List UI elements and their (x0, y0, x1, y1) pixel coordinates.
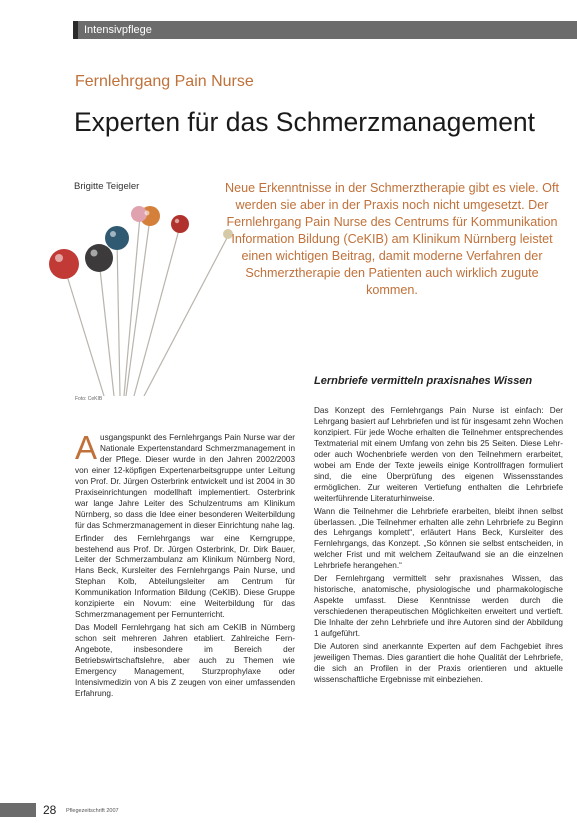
body-paragraph: Ausgangspunkt des Fernlehrgangs Pain Nurse war der Nationale Expertenstandard Schmerzmanagement in der Pflege. Dieser wurde in den Jahren 2002/2003 von einer 12-köpfigen Expertenarbeitsgruppe unter Leitung von Prof. Dr. Jürgen Osterbrink entwickelt und ist 2004 in 30 Praxiseinrichtungen modellhaft implementiert. Osterbrink war lange Jahre Leiter des Schulzentrums am Klinikum Nürnberg, so dass die Idee einer besonderen Weiterbildung für das Schmerzmanagement in dieser Einrichtung nahe lag. (75, 429, 295, 530)
drop-cap: A (75, 429, 98, 466)
pin-head-red-large (49, 249, 79, 279)
article-title: Experten für das Schmerzmanagement (74, 107, 536, 137)
body-paragraph: Der Fernlehrgang vermittelt sehr praxisnahes Wissen, das historische, anatomische, physiologische und pharmakologische Aspekte umfasst. Diese Kenntnisse werden durch die verschiedenen therapeutischen Möglichkeiten erweitert und vertieft. Die Inhalte der zehn Lehrbriefe und ihre Autoren sind der Abbildung 1 aufgeführt. (314, 574, 563, 639)
subheading: Lernbriefe vermitteln praxisnahes Wissen (314, 375, 533, 387)
photo-credit: Foto: CeKIB (75, 396, 103, 402)
body-paragraph: Erfinder des Fernlehrgangs war eine Kerngruppe, bestehend aus Prof. Dr. Jürgen Osterbrink, Dr. Dirk Bauer, Leiter der Schmerzambulanz am Klinikum Nürnberg Nord, Hans Beck, Kursleiter des Fernlehrgangs Pain Nurse, und Stephan Kolb, Abteilungsleiter am Centrum für Kommunikation Information Bildung (CeKIB). Diese Gruppe konzipierte ein Novum: eine Weiterbildung für das Schmerzmanagement per Fernunterricht. (75, 533, 295, 620)
page-number: 28 (43, 803, 57, 817)
body-paragraph: Das Konzept des Fernlehrgangs Pain Nurse ist einfach: Der Lehrgang basiert auf Lehrbriefen und ist für insgesamt zehn Wochen konzipiert. Für jede Woche erhalten die Teilnehmer entsprechendes Textmaterial mit einem Umfang von zehn bis 25 Seiten. Diese Lehr- oder auch Wochenbriefe werden von den Teilnehmern erarbeitet, wobei am Ende der Texte jeweils einige Kontrollfragen formuliert sind, die eine Überprüfung des eigenen Wissensstandes ermöglichen. Zur weiteren Vertiefung enthalten die Lehrbriefe weiterführende Literaturhinweise. (314, 406, 563, 503)
pin-head-teal (105, 226, 129, 250)
pin-head-red-small (171, 215, 189, 233)
pin-head-black (85, 244, 113, 272)
pin-shafts (64, 216, 228, 396)
body-paragraph: Das Modell Fernlehrgang hat sich am CeKIB in Nürnberg schon seit mehreren Jahren etabliert. Zahlreiche Fern-Angebote, insbesondere im Bereich der Betriebswirtschaftslehre, aber auch zu Themen wie Emergency Management, Sturzprophylaxe oder Intensivmedizin von A bis Z zeugen von einer umfassenden Erfahrung. (75, 623, 295, 698)
journal-name: Pflegezeitschrift 2007 (66, 808, 119, 814)
author-name: Brigitte Teigeler (74, 181, 140, 192)
article-kicker: Fernlehrgang Pain Nurse (75, 73, 254, 90)
pins-photo (44, 196, 244, 396)
right-column (314, 406, 563, 688)
left-column (75, 429, 295, 702)
lead-paragraph: Neue Erkenntnisse in der Schmerztherapie gibt es viele. Oft werden sie aber in der Praxis noch nicht umgesetzt. Der Fernlehrgang Pain Nurse des Centrums für Kommunikation Information Bildung (CeKIB) am Klinikum Nürnberg leistet einen wichtigen Beitrag, damit moderne Verfahren der Schmerztherapie den Patienten auch wirklich zugute kommen. (225, 181, 559, 297)
section-bar-accent (73, 21, 78, 39)
folio-bar (0, 803, 36, 817)
body-paragraph: Die Autoren sind anerkannte Experten auf dem Fachgebiet ihres jeweiligen Themas. Dies garantiert die hohe Qualität der Lehrbriefe, die sich an Profilen in der Praxis orientieren und aktuelle wissenschaftliche Ergebnisse mit einbeziehen. (314, 642, 563, 684)
section-label: Intensivpflege (84, 24, 152, 36)
body-paragraph: Wann die Teilnehmer die Lehrbriefe erarbeiten, bleibt ihnen selbst überlassen. „Die Teilnehmer erhalten alle zehn Lehrbriefe zu Beginn des Lehrgangs komplett“, erläutert Hans Beck, Kursleiter des Fernlehrgangs, das Konzept. „So können sie selbst entscheiden, in welcher Frist und mit welchem Zeitaufwand sie an die einzelnen Lehrbriefe herangehen.“ (314, 506, 563, 571)
pin-head-pink (131, 206, 147, 222)
